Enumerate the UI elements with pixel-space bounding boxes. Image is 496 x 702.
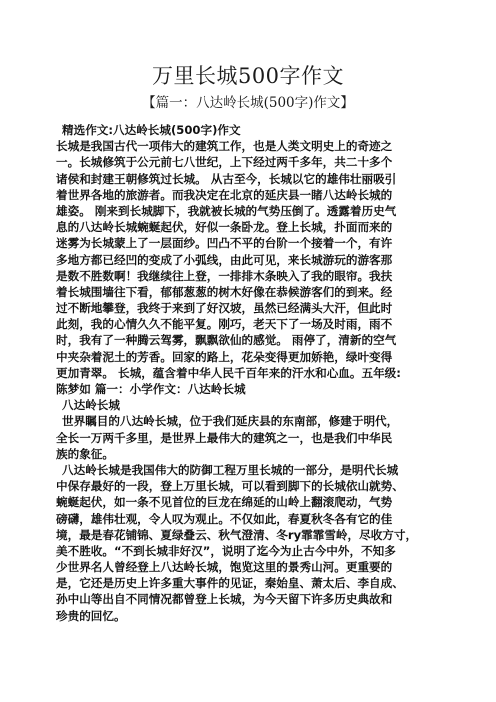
text-line: 孙中山等出自不同情况都曾登上长城，为今天留下许多历史典故和 [56, 592, 393, 607]
text-line: 是，它还是历史上许多重大事件的见证，秦始皇、萧太后、李自成、 [56, 576, 404, 591]
text-line: 境，最是春花铺锦、夏绿叠云、秋气澄清、冬ry霏霏雪岭，尽收方寸， [56, 527, 418, 542]
text-line: 着长城围墙往下看，郁郁葱葱的树木好像在恭候游客们的到来。经 [56, 284, 393, 299]
text-line: 迷雾为长城蒙上了一层面纱。凹凸不平的台阶一个接着一个，有许 [56, 236, 393, 251]
text-line: 蜿蜒起伏，如一条不见首位的巨龙在绵延的山岭上翻滚爬动，气势 [56, 495, 393, 510]
text-line: 一。长城修筑于公元前七八世纪，上下经过两千多年，共二十多个 [56, 155, 393, 170]
text-line: 雄姿。 刚来到长城脚下，我就被长城的气势压倒了。透露着历史气 [56, 203, 397, 218]
text-line: 美不胜收。“不到长城非好汉”，说明了迄今为止古今中外，不知多 [56, 543, 396, 558]
text-line: 中夹杂着泥土的芳香。回家的路上，花朵变得更加娇艳，绿叶变得 [56, 349, 393, 364]
text-line: 陈梦如 篇一：小学作文：八达岭长城 [56, 382, 246, 396]
text-line: 更加青翠。 长城，蕴含着中华人民千百年来的汗水和心血。五年级: [56, 365, 401, 380]
text-line: 珍贵的回忆。 [56, 608, 126, 623]
text-line: 多地方都已经凹的变成了小弧线，由此可见，来长城游玩的游客那 [56, 252, 393, 267]
text-line: 世界瞩目的八达岭长城，位于我们延庆县的东南部，修建于明代， [62, 414, 399, 429]
text-line: 少世界名人曾经登上八达岭长城，饱览这里的景秀山河。更重要的 [56, 560, 393, 575]
text-line: 是数不胜数啊！我继续往上登，一排排木条映入了我的眼帘。我扶 [56, 268, 393, 283]
document-body [56, 122, 476, 624]
text-line: 息的八达岭长城蜿蜒起伏，好似一条卧龙。登上长城，扑面而来的 [56, 220, 393, 235]
page-subtitle: 【篇一：八达岭长城(500字)作文】 [142, 95, 354, 111]
text-line: 着世界各地的旅游者。而我决定在北京的延庆县一睹八达岭长城的 [56, 187, 393, 202]
text-line: 族的象征。 [56, 446, 114, 461]
text-line: 此刻，我的心情久久不能平复。刚巧，老天下了一场及时雨，雨不 [56, 317, 393, 332]
text-line: 中保存最好的一段，登上万里长城，可以看到脚下的长城依山就势、 [56, 479, 404, 494]
text-line: 磅礴，雄伟壮观，令人叹为观止。不仅如此，春夏秋冬各有它的佳 [56, 511, 393, 526]
page-title: 万里长城500字作文 [151, 64, 345, 88]
text-line: 时，我有了一种腾云驾雾，飘飘欲仙的感觉。 雨停了，清新的空气 [56, 333, 397, 348]
text-line: 八达岭长城是我国伟大的防御工程万里长城的一部分，是明代长城 [62, 462, 399, 477]
text-line: 过不断地攀登，我终于来到了好汉坡，虽然已经满头大汗，但此时 [56, 301, 393, 316]
text-line: 精选作文:八达岭长城(500字)作文 [62, 123, 241, 137]
text-line: 诸侯和封建王朝修筑过长城。 从古至今，长城以它的雄伟壮丽吸引 [56, 171, 397, 186]
text-line: 全长一万两千多里，是世界上最伟大的建筑之一，也是我们中华民 [56, 430, 393, 445]
text-line: 八达岭长城 [62, 398, 120, 413]
text-line: 长城是我国古代一项伟大的建筑工作，也是人类文明史上的奇迹之 [56, 139, 393, 154]
